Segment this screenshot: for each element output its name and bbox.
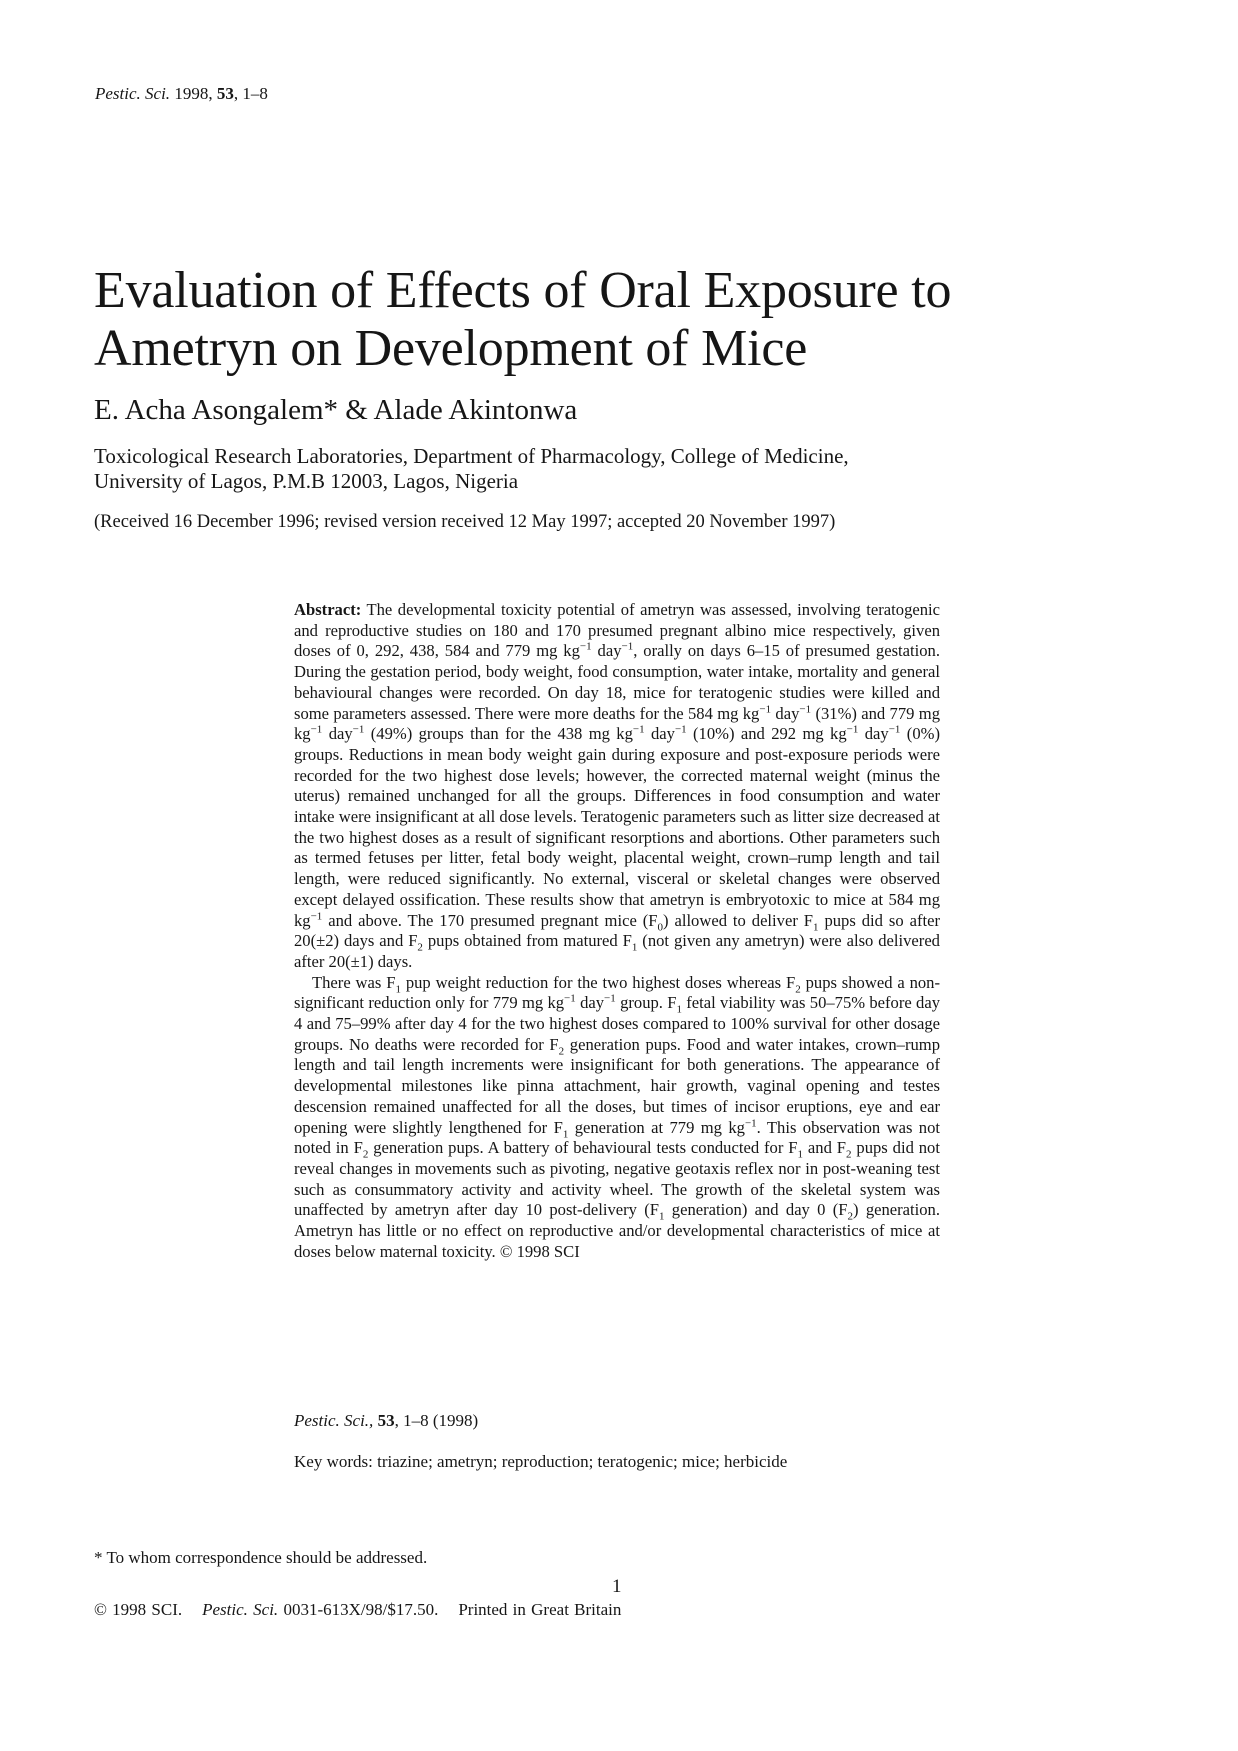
affiliation-line2: University of Lagos, P.M.B 12003, Lagos, Nigeria bbox=[94, 469, 519, 493]
authors: E. Acha Asongalem* & Alade Akintonwa bbox=[94, 394, 578, 426]
received-dates: (Received 16 December 1996; revised version received 12 May 1997; accepted 20 November 1997) bbox=[94, 512, 836, 532]
article-title-line1: Evaluation of Effects of Oral Exposure to bbox=[94, 262, 952, 319]
abstract-citation: Pestic. Sci., 53, 1–8 (1998) bbox=[294, 1411, 479, 1430]
running-head-journal: Pestic. Sci. bbox=[95, 84, 171, 103]
abstract-paragraph-2: There was $F_1$ pup weight reduction for the two highest doses whereas $F_2$ pups showed a non-significant reduction only for 779 mg $kg^{-1}$ day$^{-1}$ group. $F_1$ fetal viability was 50–75% before day 4 and 75–99% after day 4 for the two highest doses compared to 100% survival for other dosage groups. No deaths were recorded for $F_2$ generation pups. Food and water intakes, crown–rump length and tail length increments were insignificant for both generations. The appearance of developmental milestones like pinna attachment, hair growth, vaginal opening and testes descension remained unaffected for all the doses, but times of incisor eruptions, eye and ear opening were slightly lengthened for $F_1$ generation at 779 mg $kg^{-1}$. This observation was not noted in $F_2$ generation pups. A battery of behavioural tests conducted for $F_1$ and $F_2$ pups did not reveal changes in movements such as pivoting, negative geotaxis reflex nor in post-weaning test such as consummatory activity and activity wheel. The growth of the skeletal system was unaffected by ametryn after day 10 post-delivery ($F_1$ generation) and day 0 $(F_2)$ generation. Ametryn has little or no effect on reproductive and/or developmental characteristics of mice at doses below maternal toxicity. © 1998 SCI bbox=[294, 972, 941, 1261]
article-title bbox=[94, 262, 1154, 378]
abstract bbox=[294, 600, 940, 1263]
running-head-year: 1998, bbox=[174, 84, 213, 103]
running-head-volume: 53 bbox=[216, 84, 234, 103]
page-footer: © 1998 SCI. Pestic. Sci. 0031-613X/98/$17.50. Printed in Great Britain bbox=[94, 1600, 622, 1619]
correspondence-footnote: * To whom correspondence should be addressed. bbox=[94, 1548, 428, 1567]
affiliation-line1: Toxicological Research Laboratories, Department of Pharmacology, College of Medicine, bbox=[94, 444, 849, 468]
abstract-label: Abstract: bbox=[294, 600, 362, 619]
running-head-pages: , 1–8 bbox=[233, 84, 268, 103]
page-number: 1 bbox=[612, 1576, 622, 1597]
abstract-paragraph-1: Abstract: The developmental toxicity potential of ametryn was assessed, involving teratogenic and reproductive studies on 180 and 170 presumed pregnant albino mice respectively, given doses of 0, 292, 438, 584 and 779 mg $kg^{-1}$ day$^{-1}$, orally on days 6–15 of presumed gestation. During the gestation period, body weight, food consumption, water intake, mortality and general behavioural changes were recorded. On day 18, mice for teratogenic studies were killed and some parameters assessed. There were more deaths for the 584 mg $kg^{-1}$ day$^{-1}$ (31%) and 779 mg $kg^{-1}$ day$^{-1}$ (49%) groups than for the 438 mg $kg^{-1}$ day$^{-1}$ (10%) and 292 mg $kg^{-1}$ day$^{-1}$ (0%) groups. Reductions in mean body weight gain during exposure and post-exposure periods were recorded for the two highest dose levels; however, the corrected maternal weight (minus the uterus) remained unchanged for all the groups. Differences in food consumption and water intake were insignificant at all dose levels. Teratogenic parameters such as litter size decreased at the two highest doses as a result of significant resorptions and abortions. Other parameters such as termed fetuses per litter, fetal body weight, placental weight, crown–rump length and tail length, were reduced significantly. No external, visceral or skeletal changes were observed except delayed ossification. These results show that ametryn is embryotoxic to mice at 584 mg $kg^{-1}$ and above. The 170 presumed pregnant mice $(F_0)$ allowed to deliver $F_1$ pups did so after 20(±2) days and $F_2$ pups obtained from matured $F_1$ (not given any ametryn) were also delivered after 20(±1) days. bbox=[294, 600, 940, 971]
affiliation bbox=[94, 444, 1154, 494]
article-title-line2: Ametryn on Development of Mice bbox=[94, 320, 808, 377]
running-head bbox=[95, 84, 268, 104]
keywords: Key words: triazine; ametryn; reproduction; teratogenic; mice; herbicide bbox=[294, 1452, 788, 1471]
